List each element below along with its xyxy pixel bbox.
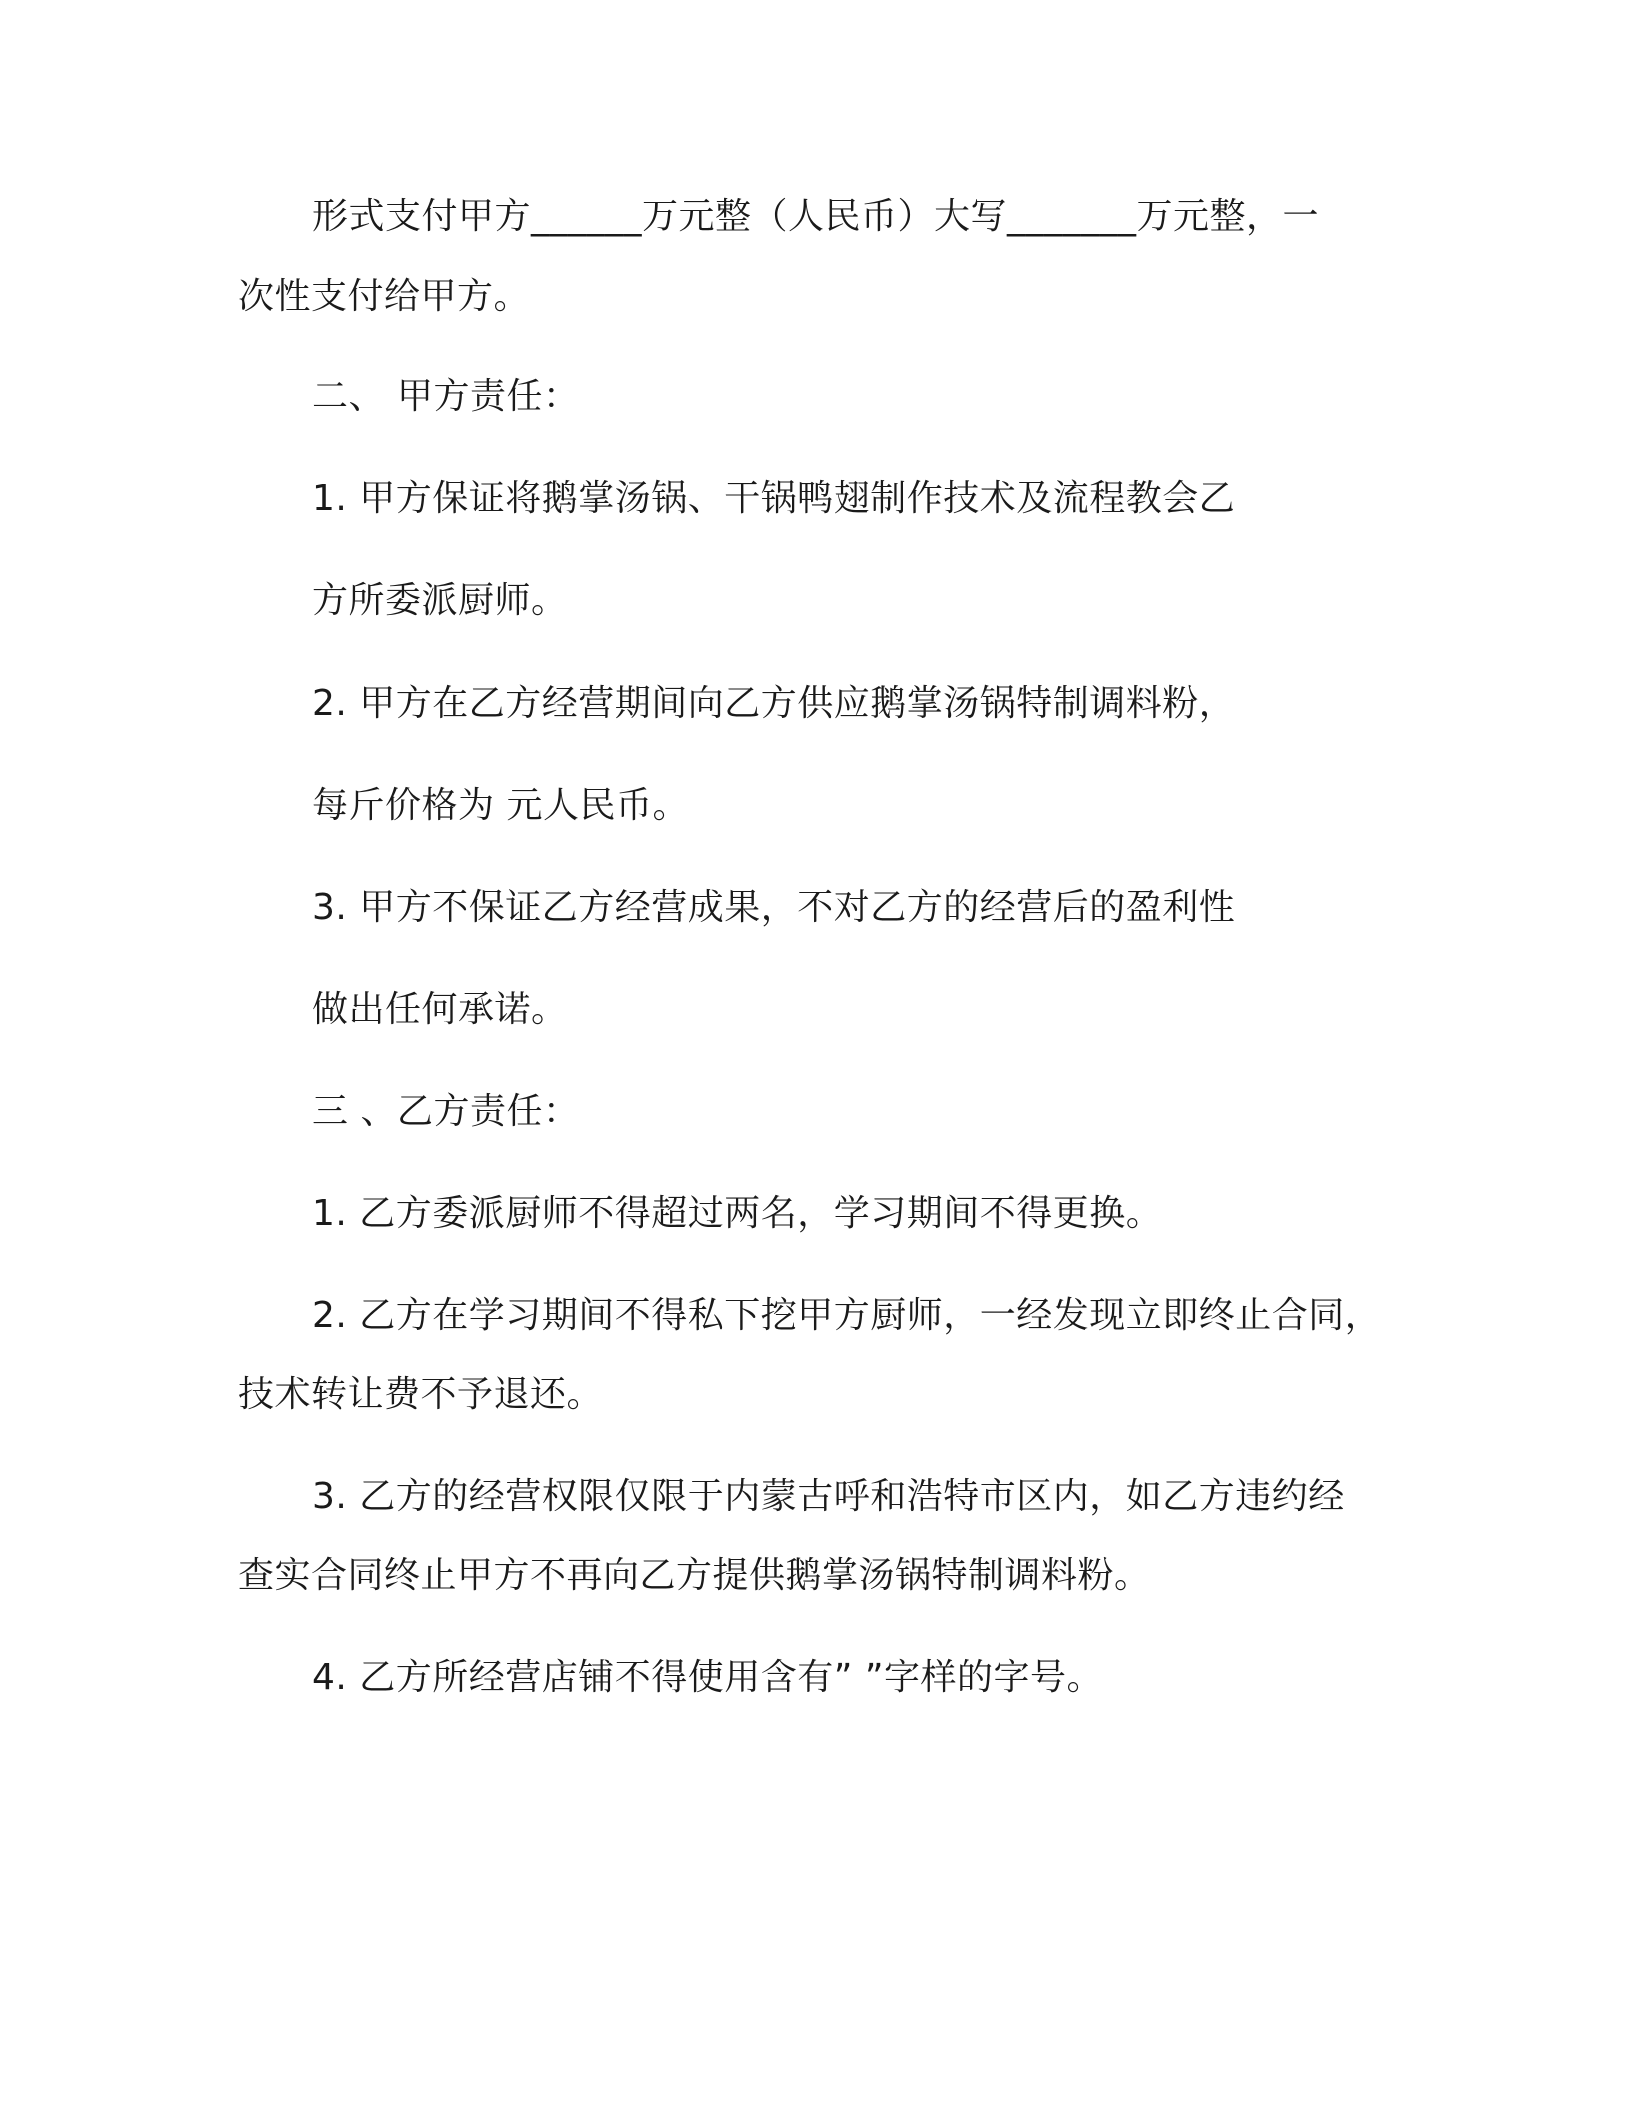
party-b-item-2-line-2: 技术转让费不予退还。 — [238, 1374, 604, 1415]
section-heading-party-b: 三 、乙方责任： — [312, 1091, 580, 1132]
party-a-item-1-line-2: 方所委派厨师。 — [312, 580, 568, 621]
party-a-item-2-line-2: 每斤价格为 元人民币。 — [312, 785, 689, 826]
party-b-item-2-line-1: 2. 乙方在学习期间不得私下挖甲方厨师，一经发现立即终止合同， — [312, 1295, 1382, 1336]
party-b-item-3-line-2: 查实合同终止甲方不再向乙方提供鹅掌汤锅特制调料粉。 — [238, 1555, 1151, 1596]
party-a-item-1-line-1: 1. 甲方保证将鹅掌汤锅、干锅鸭翅制作技术及流程教会乙 — [312, 478, 1236, 519]
section-heading-party-a: 二、 甲方责任： — [312, 376, 580, 417]
paragraph-payment-line-2: 次性支付给甲方。 — [238, 276, 531, 317]
party-b-item-3-line-1: 3. 乙方的经营权限仅限于内蒙古呼和浩特市区内，如乙方违约经 — [312, 1476, 1345, 1517]
party-a-item-2-line-1: 2. 甲方在乙方经营期间向乙方供应鹅掌汤锅特制调料粉， — [312, 683, 1236, 724]
party-a-item-3-line-1: 3. 甲方不保证乙方经营成果，不对乙方的经营后的盈利性 — [312, 887, 1236, 928]
paragraph-payment-line-1: 形式支付甲方______万元整（人民币）大写_______万元整，一 — [312, 196, 1320, 237]
party-b-item-4: 4. 乙方所经营店铺不得使用含有” ”字样的字号。 — [312, 1657, 1104, 1698]
party-b-item-1: 1. 乙方委派厨师不得超过两名，学习期间不得更换。 — [312, 1193, 1163, 1234]
party-a-item-3-line-2: 做出任何承诺。 — [312, 989, 568, 1030]
